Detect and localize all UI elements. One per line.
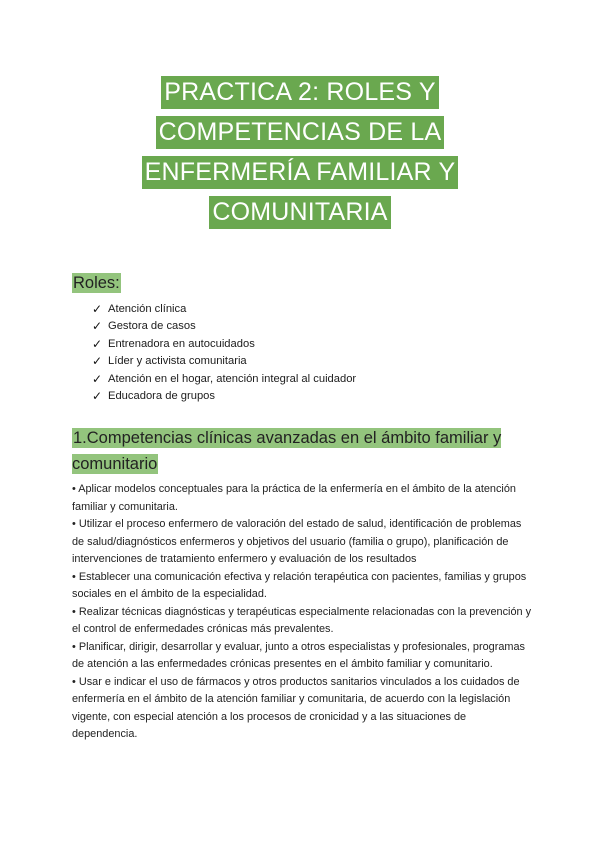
check-icon: ✓ (92, 302, 103, 316)
check-icon: ✓ (92, 371, 103, 386)
check-icon: ✓ (92, 336, 103, 351)
role-label: Atención en el hogar, atención integral al cuidador (108, 372, 357, 385)
paragraph: • Planificar, dirigir, desarrollar y evaluar, junto a otros especialistas y profesionales, programas de atención a las enfermedades crónicas presentes en el ámbito familiar y comunitario. (72, 640, 525, 670)
list-item (92, 388, 356, 405)
paragraph: • Aplicar modelos conceptuales para la práctica de la enfermería en el ámbito de la atención familiar y comunitaria. (72, 483, 516, 513)
check-icon: ✓ (92, 354, 103, 369)
paragraph: • Realizar técnicas diagnósticas y terapéuticas especialmente relacionadas con la prevención y el control de enfermedades crónicas más prevalentes. (72, 605, 532, 635)
title-line-1: PRACTICA 2: ROLES Y (161, 76, 439, 109)
role-label: Atención clínica (108, 303, 187, 315)
list-item (92, 336, 356, 353)
role-label: Entrenadora en autocuidados (108, 337, 255, 350)
check-icon: ✓ (92, 319, 103, 334)
roles-heading (72, 274, 121, 293)
role-label: Líder y activista comunitaria (108, 355, 247, 368)
competencias-heading-text: 1.Competencias clínicas avanzadas en el ámbito familiar y comunitario (72, 429, 502, 473)
check-icon: ✓ (92, 388, 103, 403)
page-title (0, 76, 600, 236)
role-label: Gestora de casos (108, 320, 196, 333)
list-item (92, 353, 356, 370)
paragraph: • Establecer una comunicación efectiva y relación terapéutica con pacientes, familias y grupos sociales en el ámbito de la especialidad. (72, 570, 527, 600)
list-item (92, 301, 356, 318)
competencias-body (72, 481, 534, 744)
paragraph: • Usar e indicar el uso de fármacos y otros productos sanitarios vinculados a los cuidados de enfermería en el ámbito de la atención familiar y comunitaria, de acuerdo con la legislación vigente, con especial atención a los procesos de cronicidad y a las situaciones de dependencia. (72, 675, 520, 740)
role-label: Educadora de grupos (108, 389, 215, 402)
roles-list (92, 301, 356, 405)
title-line-4: COMUNITARIA (209, 196, 390, 229)
title-line-3: ENFERMERÍA FAMILIAR Y (142, 156, 459, 189)
title-line-2: COMPETENCIAS DE LA (156, 116, 445, 149)
competencias-heading (72, 425, 532, 477)
roles-heading-text: Roles: (73, 274, 120, 292)
list-item (92, 318, 356, 335)
list-item (92, 371, 356, 388)
paragraph: • Utilizar el proceso enfermero de valoración del estado de salud, identificación de problemas de salud/diagnósticos enfermeros y objetivos del usuario (familia o grupo), planificación de intervenciones de tratamiento enfermero y evaluación de los resultados (72, 518, 522, 565)
